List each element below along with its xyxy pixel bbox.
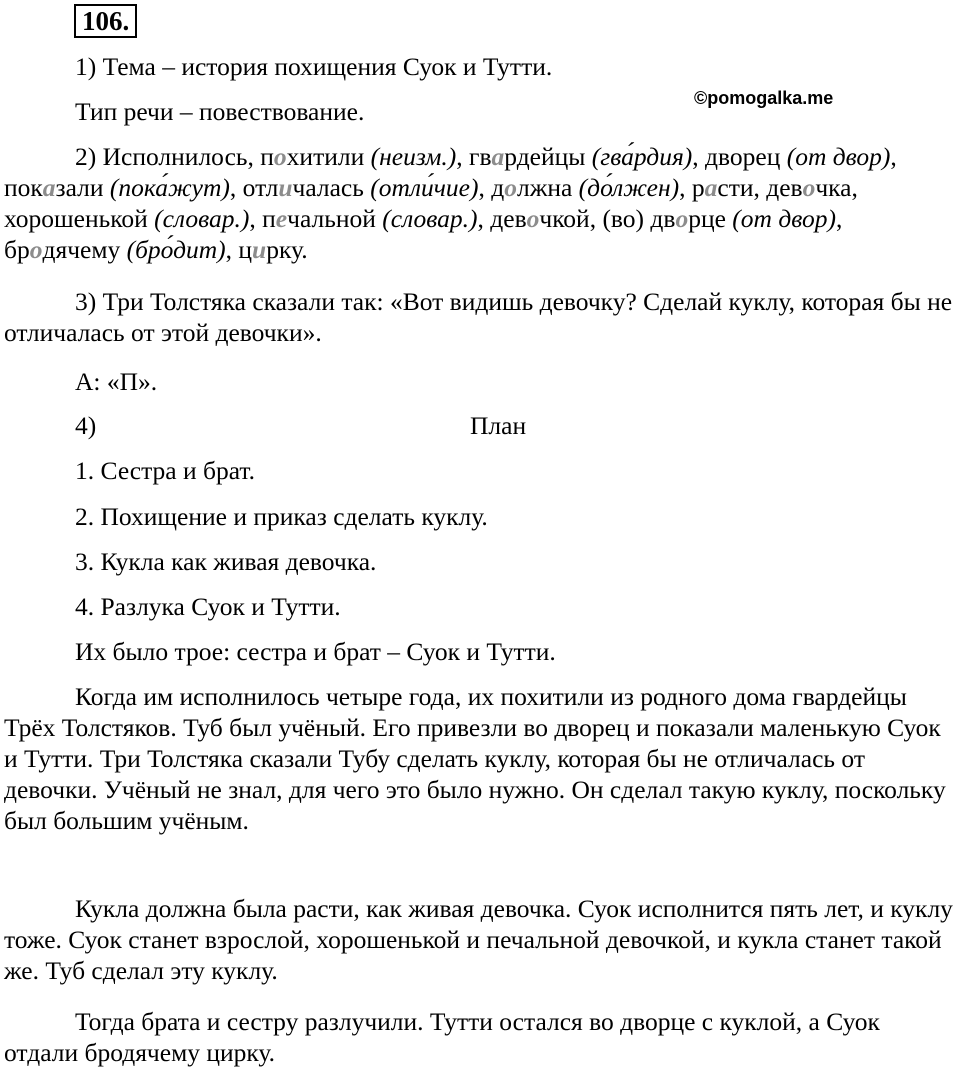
word-part: рце (688, 204, 733, 233)
word-part: , (692, 142, 706, 171)
word-part: , (229, 173, 243, 202)
word-part: , (477, 204, 491, 233)
word-part: бр (4, 235, 30, 264)
punctuation-scheme: А: «П». (75, 367, 158, 396)
word-part: , (225, 235, 239, 264)
word-part: ц (238, 235, 253, 264)
word-part: чалась (292, 173, 371, 202)
word-gvardeitsy (469, 142, 705, 171)
check-note: (бро́дит) (126, 235, 226, 264)
vowel-highlight: а (704, 173, 718, 202)
word-part: , (249, 204, 263, 233)
word-devochka (766, 173, 858, 202)
check-note: (до́лжен) (578, 173, 680, 202)
plan-point: 4. Разлука Суок и Тутти. (75, 592, 341, 621)
vowel-highlight: а (491, 142, 505, 171)
plan-title: План (470, 411, 527, 440)
word-part: , (890, 142, 897, 171)
vowel-highlight: о (802, 173, 816, 202)
word-part: гв (469, 142, 492, 171)
word-part: пок (4, 173, 43, 202)
word-horoshenkoy (4, 204, 262, 233)
check-note: (неизм.) (370, 142, 457, 171)
word-pohitili (260, 142, 469, 171)
vowel-highlight: о (504, 173, 517, 202)
vowel-highlight: о (29, 235, 43, 264)
word-pechalnoy (262, 204, 490, 233)
vowel-highlight: е (275, 204, 288, 233)
vowel-highlight: и (252, 235, 267, 264)
story-paragraph: Кукла должна была расти, как живая девочка. Суок исполнится пять лет, и куклу тоже. Суок станет взрослой, хорошенькой и печальной девочкой, и кукла станет такой же. Туб сделал эту куклу. (4, 894, 953, 985)
check-note: (отли́чие) (370, 173, 479, 202)
check-note: (пока́жут) (109, 173, 230, 202)
word-part: зали (55, 173, 110, 202)
story-intro: Их было трое: сестра и брат – Суок и Тутти. (75, 637, 556, 666)
word-part: п (260, 142, 274, 171)
word-part: полнилось, (132, 142, 261, 171)
word-ispolnilos (75, 142, 260, 171)
theme-line: 1) Тема – история похищения Суок и Тутти. (75, 52, 553, 81)
word-part: дев (766, 173, 803, 202)
check-note: (гва́рдия) (591, 142, 693, 171)
vowel-highlight: о (675, 204, 689, 233)
word-part: 2) И (75, 142, 122, 171)
word-part: , (456, 142, 470, 171)
word-part: чальной (287, 204, 383, 233)
check-note: (словар.) (382, 204, 478, 233)
word-part: д (491, 173, 505, 202)
exercise-number: 106. (74, 4, 137, 38)
word-dolzhna (491, 173, 692, 202)
story-paragraph: Когда им исполнилось четыре года, их похитили из родного дома гвардейцы Трёх Толстяков. Туб был учёный. Его привезли во дворец и показали маленькую Суок и Тутти. Три Толстяка сказали Тубу сделать куклу, которая бы не отличалась от девочки. Учёный не знал, для чего это было нужно. Он сделал такую куклу, поскольку был большим учёным. (4, 682, 946, 835)
word-part: дячему (42, 235, 127, 264)
word-pokazali (4, 173, 243, 202)
word-dvorets (705, 142, 897, 171)
word-part: лжна (516, 173, 579, 202)
word-part: чка, (815, 173, 858, 202)
word-part: р (691, 173, 705, 202)
speech-type-line: Тип речи – повествование. (75, 97, 365, 126)
word-part: рдейцы (504, 142, 592, 171)
direct-speech-sentence: 3) Три Толстяка сказали так: «Вот видишь девочку? Сделай куклу, которая бы не отличалась от этой девочки». (4, 287, 953, 347)
word-tsirku (238, 235, 307, 264)
word-part: сти, (717, 173, 767, 202)
plan-point: 3. Кукла как живая девочка. (75, 547, 377, 576)
word-part: , (478, 173, 492, 202)
word-part: хитили (286, 142, 371, 171)
word-part: чкой, (во) дв (539, 204, 676, 233)
check-note: (от двор) (786, 142, 891, 171)
vowel-highlight: и (278, 173, 293, 202)
word-part: п (262, 204, 276, 233)
word-part: , (679, 173, 692, 202)
word-part: рку. (266, 235, 308, 264)
story-paragraph: Тогда брата и сестру разлучили. Тутти остался во дворце с куклой, а Суок отдали бродячему цирку. (4, 1007, 880, 1067)
vowel-highlight: а (42, 173, 56, 202)
plan-point: 2. Похищение и приказ сделать куклу. (75, 502, 488, 531)
word-part: отл (242, 173, 279, 202)
word-devochkoy-dvortse (490, 204, 842, 233)
watermark: ©pomogalka.me (694, 88, 834, 108)
word-part: дворец (705, 142, 787, 171)
vowel-highlight: о (526, 204, 540, 233)
word-brodyachemu (4, 235, 238, 264)
spelling-analysis (4, 141, 956, 265)
word-part: хорошенькой (4, 204, 155, 233)
vowel-highlight: о (273, 142, 287, 171)
word-part: , (835, 204, 843, 233)
word-part: с (121, 142, 133, 171)
check-note: (словар.) (154, 204, 250, 233)
word-otlichalas (243, 173, 492, 202)
check-note: (от двор) (732, 204, 836, 233)
item4-label: 4) (75, 411, 97, 440)
word-rasti (692, 173, 766, 202)
plan-point: 1. Сестра и брат. (75, 456, 255, 485)
word-part: дев (490, 204, 527, 233)
